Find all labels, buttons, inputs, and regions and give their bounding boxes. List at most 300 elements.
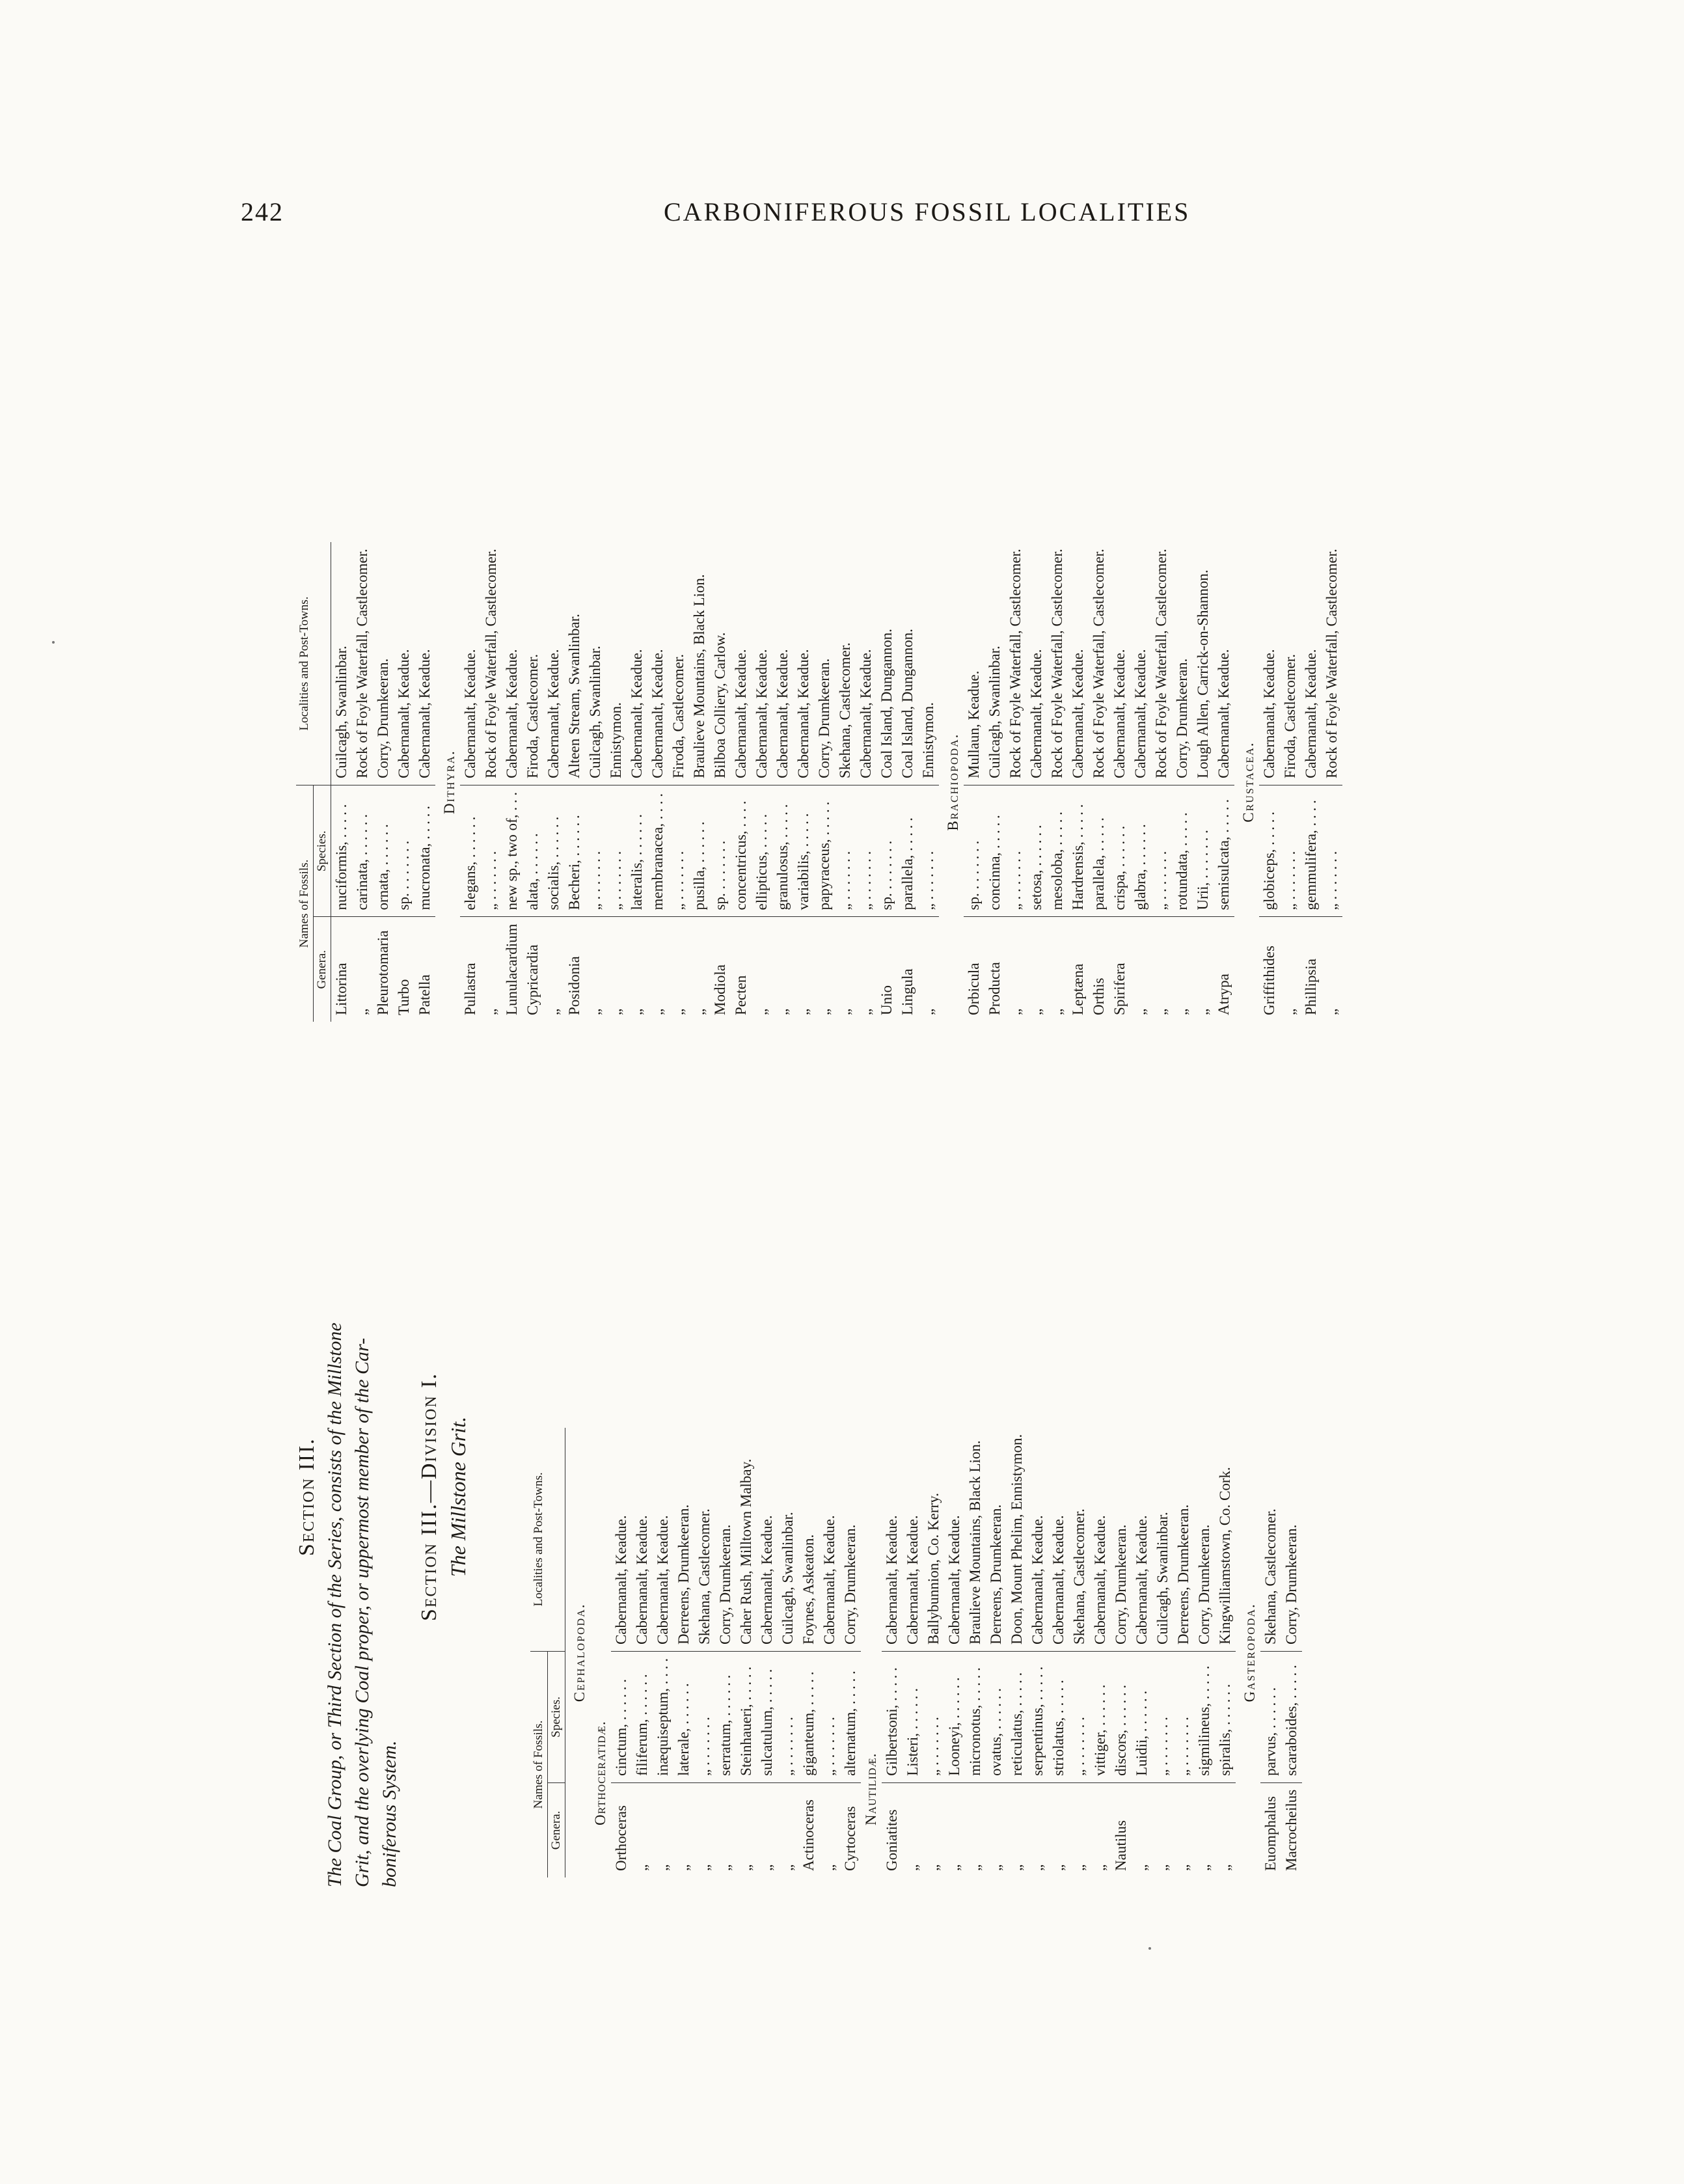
division-title: Section III.—Division I. [417, 1372, 441, 1622]
genus-cell: Littorina [331, 917, 353, 1022]
locality-cell: Firoda, Castlecomer. [524, 654, 541, 779]
table-row [965, 1428, 986, 1877]
locality-cell: Cabernanalt, Keadue. [946, 1515, 962, 1645]
genus-cell: „ [1193, 917, 1214, 1022]
species-cell: socialis, . . . . . . [543, 785, 564, 917]
species-cell: elegans, . . . . . . [460, 785, 481, 917]
locality-cell: Skehana, Castlecomer. [696, 1508, 713, 1645]
table-row [647, 542, 668, 1022]
species-cell: alata, . . . . . . [523, 785, 543, 917]
table-row [1173, 1428, 1194, 1877]
genus-cell: „ [1005, 917, 1026, 1022]
species-cell: globiceps, . . . . . [1259, 785, 1280, 917]
species-cell: ornata, . . . . . . [373, 785, 394, 917]
genus-cell: „ [1090, 1782, 1111, 1877]
table-row [819, 1428, 840, 1877]
table-row [352, 542, 373, 1022]
species-cell: cinctum, . . . . . . [611, 1652, 632, 1783]
species-cell: „ . . . . . . . [778, 1652, 798, 1783]
locality-cell: Rock of Foyle Waterfall, Castlecomer. [1091, 549, 1107, 779]
fossil-table-continued [296, 273, 1342, 1022]
species-cell: alternatum, . . . . . [840, 1652, 861, 1783]
locality-cell: Mullaun, Keadue. [966, 670, 982, 779]
locality-cell: Skehana, Castlecomer. [837, 642, 853, 779]
species-cell: glabra, . . . . . . [1130, 785, 1151, 917]
genus-cell: „ [1152, 1782, 1173, 1877]
section-title-block [293, 1106, 472, 1887]
genus-cell: Turbo [394, 917, 414, 1022]
genus-cell: „ [1027, 1782, 1048, 1877]
locality-cell: Kingwilliamstown, Co. Cork. [1217, 1467, 1233, 1645]
speck [52, 641, 55, 644]
species-cell: Hardrensis, . . . . . [1068, 785, 1089, 917]
species-cell: sp. . . . . . . . [876, 785, 897, 917]
genus-cell: „ [1172, 917, 1193, 1022]
genus-cell: „ [647, 917, 668, 1022]
table-row [481, 542, 502, 1022]
table-row [1048, 1428, 1069, 1877]
table-row [1280, 542, 1301, 1022]
genus-cell: Actinoceras [798, 1782, 819, 1877]
table-row [876, 542, 897, 1022]
table-row [611, 1428, 632, 1877]
group-heading-row [861, 1428, 882, 1877]
genus-cell: „ [778, 1782, 798, 1877]
table-row [752, 542, 772, 1022]
genus-cell: Pleurotomaria [373, 917, 394, 1022]
genus-cell: Goniatites [882, 1782, 903, 1877]
localities-header: Localities and Post-Towns. [530, 1428, 565, 1652]
table-row [1215, 1428, 1236, 1877]
locality-cell: Cabernanalt, Keadue. [416, 649, 433, 779]
locality-cell: Rock of Foyle Waterfall, Castlecomer. [483, 549, 499, 779]
locality-cell: Cabernanalt, Keadue. [1261, 649, 1277, 779]
species-cell: sp. . . . . . . . [710, 785, 731, 917]
table-row [793, 542, 814, 1022]
names-of-fossils-header: Names of Fossils. [530, 1652, 548, 1878]
species-cell: serratum, . . . . . . [715, 1652, 736, 1783]
species-cell: spiralis, . . . . . . [1215, 1652, 1236, 1783]
table-row [897, 542, 918, 1022]
table-row [731, 542, 752, 1022]
genus-cell: Phillipsia [1301, 917, 1322, 1022]
locality-cell: Corry, Drumkeeran. [1283, 1524, 1299, 1645]
genus-cell: „ [1322, 917, 1342, 1022]
species-cell: Luidii, . . . . . . [1132, 1652, 1152, 1783]
species-cell: Listeri, . . . . . . [903, 1652, 923, 1783]
genus-cell: „ [986, 1782, 1007, 1877]
locality-cell: Cabernanalt, Keadue. [774, 649, 791, 779]
genus-cell: Cyrtoceras [840, 1782, 861, 1877]
table-row [606, 542, 627, 1022]
running-title: CARBONIFEROUS FOSSIL LOCALITIES [664, 197, 1191, 226]
table-row [1027, 1428, 1048, 1877]
genus-cell: „ [606, 917, 627, 1022]
genus-cell: „ [1130, 917, 1151, 1022]
table-row [1152, 1428, 1173, 1877]
species-cell: „ . . . . . . . [1152, 1652, 1173, 1783]
genus-cell: Patella [414, 917, 435, 1022]
species-cell: concinna, . . . . . [985, 785, 1005, 917]
group-heading: Nautilidæ. [863, 1753, 879, 1825]
genus-cell: Orthoceras [611, 1782, 632, 1877]
species-cell: „ . . . . . . . [1322, 785, 1342, 917]
locality-cell: Cabernanalt, Keadue. [1215, 649, 1232, 779]
table-row [1281, 1428, 1302, 1877]
species-cell: „ . . . . . . . [606, 785, 627, 917]
table-row [856, 542, 876, 1022]
table-row [1301, 542, 1322, 1022]
table-row [1260, 1428, 1281, 1877]
genus-cell: „ [1173, 1782, 1194, 1877]
species-cell: „ . . . . . . . [835, 785, 856, 917]
locality-cell: Cabernanalt, Keadue. [655, 1515, 671, 1645]
table-row [923, 1428, 944, 1877]
locality-cell: Ennistymon. [920, 702, 936, 779]
table-row [1069, 1428, 1090, 1877]
locality-cell: Derreens, Drumkeeran. [675, 1504, 692, 1645]
locality-cell: Braulieve Mountains, Black Lion. [967, 1440, 983, 1645]
genus-cell: „ [752, 917, 772, 1022]
genus-cell: „ [814, 917, 835, 1022]
species-cell: „ . . . . . . . [918, 785, 939, 917]
species-cell: filiferum, . . . . . . [632, 1652, 653, 1783]
species-cell: „ . . . . . . . [1005, 785, 1026, 917]
genus-cell: „ [757, 1782, 778, 1877]
genus-cell: „ [1048, 1782, 1069, 1877]
genus-cell: „ [1069, 1782, 1090, 1877]
species-header: Species. [548, 1652, 565, 1783]
locality-cell: Cabernanalt, Keadue. [858, 649, 874, 779]
genus-cell: „ [1007, 1782, 1027, 1877]
species-cell: pusilla, . . . . . . [689, 785, 710, 917]
group-heading-row [565, 1428, 591, 1877]
genus-cell: Euomphalus [1260, 1782, 1281, 1877]
species-cell: striolatus, . . . . . [1048, 1652, 1069, 1783]
species-cell: „ . . . . . . . [856, 785, 876, 917]
species-cell: concentricus, . . . . [731, 785, 752, 917]
locality-cell: Cabernanalt, Keadue. [649, 649, 666, 779]
section-description-line: The Coal Group, or Third Section of the Series, consists of the Millstone [324, 1322, 346, 1887]
table-row [944, 1428, 965, 1877]
species-cell: rotundata, . . . . . [1172, 785, 1193, 917]
table-row [1259, 542, 1280, 1022]
locality-cell: Cabernanalt, Keadue. [1134, 1515, 1150, 1645]
species-header: Species. [314, 785, 331, 917]
species-cell: semisulcata, . . . . . [1214, 785, 1234, 917]
table-row [460, 542, 481, 1022]
locality-cell: Cabernanalt, Keadue. [733, 649, 749, 779]
species-cell: papyraceus, . . . . . [814, 785, 835, 917]
right-table [296, 542, 1342, 1022]
species-cell: vittiger, . . . . . . [1090, 1652, 1111, 1783]
locality-cell: Cuilcagh, Swanlinbar. [986, 646, 1003, 779]
genera-header: Genera. [548, 1782, 565, 1877]
locality-cell: Cabernanalt, Keadue. [884, 1515, 900, 1645]
locality-cell: Derreens, Drumkeeran. [1175, 1504, 1191, 1645]
locality-cell: Cabernanalt, Keadue. [1029, 1515, 1046, 1645]
locality-cell: Braulieve Mountains, Black Lion. [691, 574, 707, 779]
genus-cell: Producta [985, 917, 1005, 1022]
genus-cell: „ [585, 917, 606, 1022]
species-cell: new sp., two of, . . . [502, 785, 523, 917]
locality-cell: Cabernanalt, Keadue. [462, 649, 478, 779]
genus-cell: „ [632, 1782, 653, 1877]
genus-cell: „ [1215, 1782, 1236, 1877]
locality-cell: Doon, Mount Phelim, Ennistymon. [1009, 1434, 1025, 1645]
locality-cell: Ballybunnion, Co. Kerry. [925, 1493, 942, 1645]
genus-cell: „ [668, 917, 689, 1022]
genus-cell: „ [918, 917, 939, 1022]
group-heading-row [1234, 542, 1259, 1022]
species-cell: crispa, . . . . . . [1109, 785, 1130, 917]
genus-cell: „ [1151, 917, 1172, 1022]
table-row [373, 542, 394, 1022]
group-heading-row [1236, 1428, 1260, 1877]
genus-cell: „ [673, 1782, 694, 1877]
table-row [1026, 542, 1047, 1022]
genus-cell: Posidonia [564, 917, 585, 1022]
species-cell: „ . . . . . . . [481, 785, 502, 917]
table-row [627, 542, 647, 1022]
table-row [798, 1428, 819, 1877]
locality-cell: Corry, Drumkeeran. [1113, 1524, 1129, 1645]
species-cell: Gilbertsoni, . . . . . [882, 1652, 903, 1783]
locality-cell: Cabernanalt, Keadue. [1132, 649, 1148, 779]
genus-cell: „ [856, 917, 876, 1022]
table-row [1214, 542, 1234, 1022]
genus-cell: „ [1047, 917, 1068, 1022]
table-row [1047, 542, 1068, 1022]
locality-cell: Derreens, Drumkeeran. [988, 1504, 1004, 1645]
genus-cell: Pecten [731, 917, 752, 1022]
genus-cell: Leptæna [1068, 917, 1089, 1022]
genus-cell: „ [965, 1782, 986, 1877]
locality-cell: Foynes, Askeaton. [800, 1534, 817, 1645]
locality-cell: Skehana, Castlecomer. [1071, 1508, 1087, 1645]
locality-cell: Firoda, Castlecomer. [670, 654, 686, 779]
species-cell: inæquiseptum, . . . . [653, 1652, 673, 1783]
table-row [1193, 542, 1214, 1022]
table-row [903, 1428, 923, 1877]
locality-cell: Cabernanalt, Keadue. [904, 1515, 921, 1645]
group-heading: Dithyra. [441, 750, 457, 814]
species-cell: parvus, . . . . . . [1260, 1652, 1281, 1783]
species-cell: Urii, . . . . . . . [1193, 785, 1214, 917]
locality-cell: Cabernanalt, Keadue. [759, 1515, 775, 1645]
species-cell: ovatus, . . . . . . [986, 1652, 1007, 1783]
table-row [1194, 1428, 1215, 1877]
genus-cell: „ [543, 917, 564, 1022]
table-row [882, 1428, 903, 1877]
locality-cell: Cabernanalt, Keadue. [396, 649, 412, 779]
table-row [1322, 542, 1342, 1022]
locality-cell: Cabernanalt, Keadue. [634, 1515, 650, 1645]
table-row [394, 542, 414, 1022]
species-cell: membranacea, . . . . [647, 785, 668, 917]
species-cell: „ . . . . . . . [819, 1652, 840, 1783]
table-row [840, 1428, 861, 1877]
genus-cell: Macrocheilus [1281, 1782, 1302, 1877]
genus-cell: Pullastra [460, 917, 481, 1022]
genus-cell: „ [1194, 1782, 1215, 1877]
locality-cell: Rock of Foyle Waterfall, Castlecomer. [1049, 549, 1065, 779]
table-row [543, 542, 564, 1022]
locality-cell: Cabernanalt, Keadue. [613, 1515, 629, 1645]
locality-cell: Cabernanalt, Keadue. [1050, 1515, 1066, 1645]
page-header [234, 197, 1471, 242]
locality-cell: Ennistymon. [608, 702, 624, 779]
genus-cell: „ [819, 1782, 840, 1877]
species-cell: reticulatus, . . . . . [1007, 1652, 1027, 1783]
table-row [1005, 542, 1026, 1022]
locality-cell: Cabernanalt, Keadue. [1092, 1515, 1108, 1645]
locality-cell: Skehana, Castlecomer. [1262, 1508, 1279, 1645]
locality-cell: Corry, Drumkeeran. [717, 1524, 733, 1645]
locality-cell: Cuilcagh, Swanlinbar. [1154, 1512, 1171, 1645]
genus-cell: „ [715, 1782, 736, 1877]
locality-cell: Corry, Drumkeeran. [816, 658, 832, 779]
genus-cell: Unio [876, 917, 897, 1022]
locality-cell: Cabernanalt, Keadue. [504, 649, 520, 779]
species-cell: nuciformis, . . . . . [331, 785, 353, 917]
species-cell: Steinhaueri, . . . . . [736, 1652, 757, 1783]
locality-cell: Lough Allen, Carrick-on-Shannon. [1195, 569, 1211, 779]
group-heading: Cephalopoda. [571, 1603, 588, 1702]
speck [1148, 1947, 1151, 1950]
species-cell: mucronata, . . . . . [414, 785, 435, 917]
species-cell: „ . . . . . . . [585, 785, 606, 917]
genus-cell: Griffithides [1259, 917, 1280, 1022]
table-row [653, 1428, 673, 1877]
species-cell: Becheri, . . . . . . [564, 785, 585, 917]
species-cell: gemmulifera, . . . . [1301, 785, 1322, 917]
left-table [530, 1428, 1302, 1877]
fossil-table-millstone-grit [530, 1116, 1302, 1877]
species-cell: setosa, . . . . . . [1026, 785, 1047, 917]
genus-cell: „ [903, 1782, 923, 1877]
locality-cell: Cabernanalt, Keadue. [1111, 649, 1128, 779]
genus-cell: „ [352, 917, 373, 1022]
species-cell: parallela, . . . . . [897, 785, 918, 917]
species-cell: lateralis, . . . . . . [627, 785, 647, 917]
locality-cell: Cuilcagh, Swanlinbar. [333, 646, 349, 779]
genus-cell: Orthis [1089, 917, 1109, 1022]
section-description-line: Grit, and the overlying Coal proper, or uppermost member of the Car- [351, 1337, 373, 1887]
section-title: Section III. [295, 1438, 319, 1556]
species-cell: scaraboides, . . . . . [1281, 1652, 1302, 1783]
locality-cell: Rock of Foyle Waterfall, Castlecomer. [354, 549, 370, 779]
table-row [1109, 542, 1130, 1022]
group-heading: Gasteropoda. [1242, 1603, 1258, 1702]
table-row [814, 542, 835, 1022]
table-row [1151, 542, 1172, 1022]
genus-cell: „ [627, 917, 647, 1022]
group-heading-row [939, 542, 964, 1022]
names-of-fossils-header: Names of Fossils. [296, 785, 314, 1022]
table-row [331, 542, 353, 1022]
genus-cell: „ [944, 1782, 965, 1877]
group-heading-row [435, 542, 460, 1022]
locality-cell: Cabernanalt, Keadue. [629, 649, 645, 779]
table-row [668, 542, 689, 1022]
locality-cell: Cabernanalt, Keadue. [795, 649, 811, 779]
genus-cell: „ [1026, 917, 1047, 1022]
locality-cell: Corry, Drumkeeran. [1174, 658, 1190, 779]
species-cell: „ . . . . . . . [694, 1652, 715, 1783]
species-cell: variabilis, . . . . . [793, 785, 814, 917]
species-cell: discors, . . . . . . [1111, 1652, 1132, 1783]
species-cell: carinata, . . . . . . [352, 785, 373, 917]
species-cell: sp. . . . . . . . [964, 785, 985, 917]
genus-cell: „ [653, 1782, 673, 1877]
species-cell: sigmilineus, . . . . . [1194, 1652, 1215, 1783]
locality-cell: Cabernanalt, Keadue. [545, 649, 562, 779]
species-cell: serpentinus, . . . . . [1027, 1652, 1048, 1783]
localities-header: Localities and Post-Towns. [296, 542, 331, 785]
locality-cell: Cabernanalt, Keadue. [1303, 649, 1319, 779]
species-cell: sp. . . . . . . . [394, 785, 414, 917]
locality-cell: Rock of Foyle Waterfall, Castlecomer. [1153, 549, 1169, 779]
genus-cell: „ [481, 917, 502, 1022]
table-row [1068, 542, 1089, 1022]
genus-cell: „ [1280, 917, 1301, 1022]
locality-cell: Firoda, Castlecomer. [1282, 654, 1298, 779]
table-row [736, 1428, 757, 1877]
genus-cell: „ [835, 917, 856, 1022]
species-cell: parallela, . . . . . [1089, 785, 1109, 917]
genus-cell: Lunulacardium [502, 917, 523, 1022]
locality-cell: Corry, Drumkeeran. [842, 1524, 858, 1645]
species-cell: „ . . . . . . . [1173, 1652, 1194, 1783]
table-row [1111, 1428, 1132, 1877]
genera-header: Genera. [314, 917, 331, 1022]
locality-cell: Bilboa Colliery, Carlow. [712, 632, 728, 779]
genus-cell: „ [736, 1782, 757, 1877]
section-description-line: boniferous System. [379, 1740, 400, 1887]
locality-cell: Cabernanalt, Keadue. [754, 649, 770, 779]
species-cell: granulosus, . . . . . [772, 785, 793, 917]
genus-cell: „ [694, 1782, 715, 1877]
locality-cell: Coal Island, Dungannon. [899, 629, 916, 779]
page-number: 242 [241, 197, 284, 226]
locality-cell: Corry, Drumkeeran. [375, 658, 391, 779]
locality-cell: Rock of Foyle Waterfall, Castlecomer. [1324, 549, 1340, 779]
genus-cell: Atrypa [1214, 917, 1234, 1022]
table-row [414, 542, 435, 1022]
table-row [715, 1428, 736, 1877]
species-cell: micronotus, . . . . . [965, 1652, 986, 1783]
table-row [1089, 542, 1109, 1022]
genus-cell: Lingula [897, 917, 918, 1022]
table-row [585, 542, 606, 1022]
table-row [918, 542, 939, 1022]
locality-cell: Corry, Drumkeeran. [1196, 1524, 1212, 1645]
table-row [964, 542, 985, 1022]
species-cell: Looneyi, . . . . . . [944, 1652, 965, 1783]
table-row [772, 542, 793, 1022]
table-row [523, 542, 543, 1022]
locality-cell: Cuilcagh, Swanlinbar. [587, 646, 603, 779]
species-cell: sulcatulum, . . . . . [757, 1652, 778, 1783]
species-cell: giganteum, . . . . . [798, 1652, 819, 1783]
group-heading: Crustacea. [1240, 741, 1256, 823]
table-row [1130, 542, 1151, 1022]
genus-cell: „ [793, 917, 814, 1022]
group-heading: Orthoceratidæ. [592, 1721, 608, 1825]
species-cell: „ . . . . . . . [923, 1652, 944, 1783]
locality-cell: Cabernanalt, Keadue. [821, 1515, 837, 1645]
